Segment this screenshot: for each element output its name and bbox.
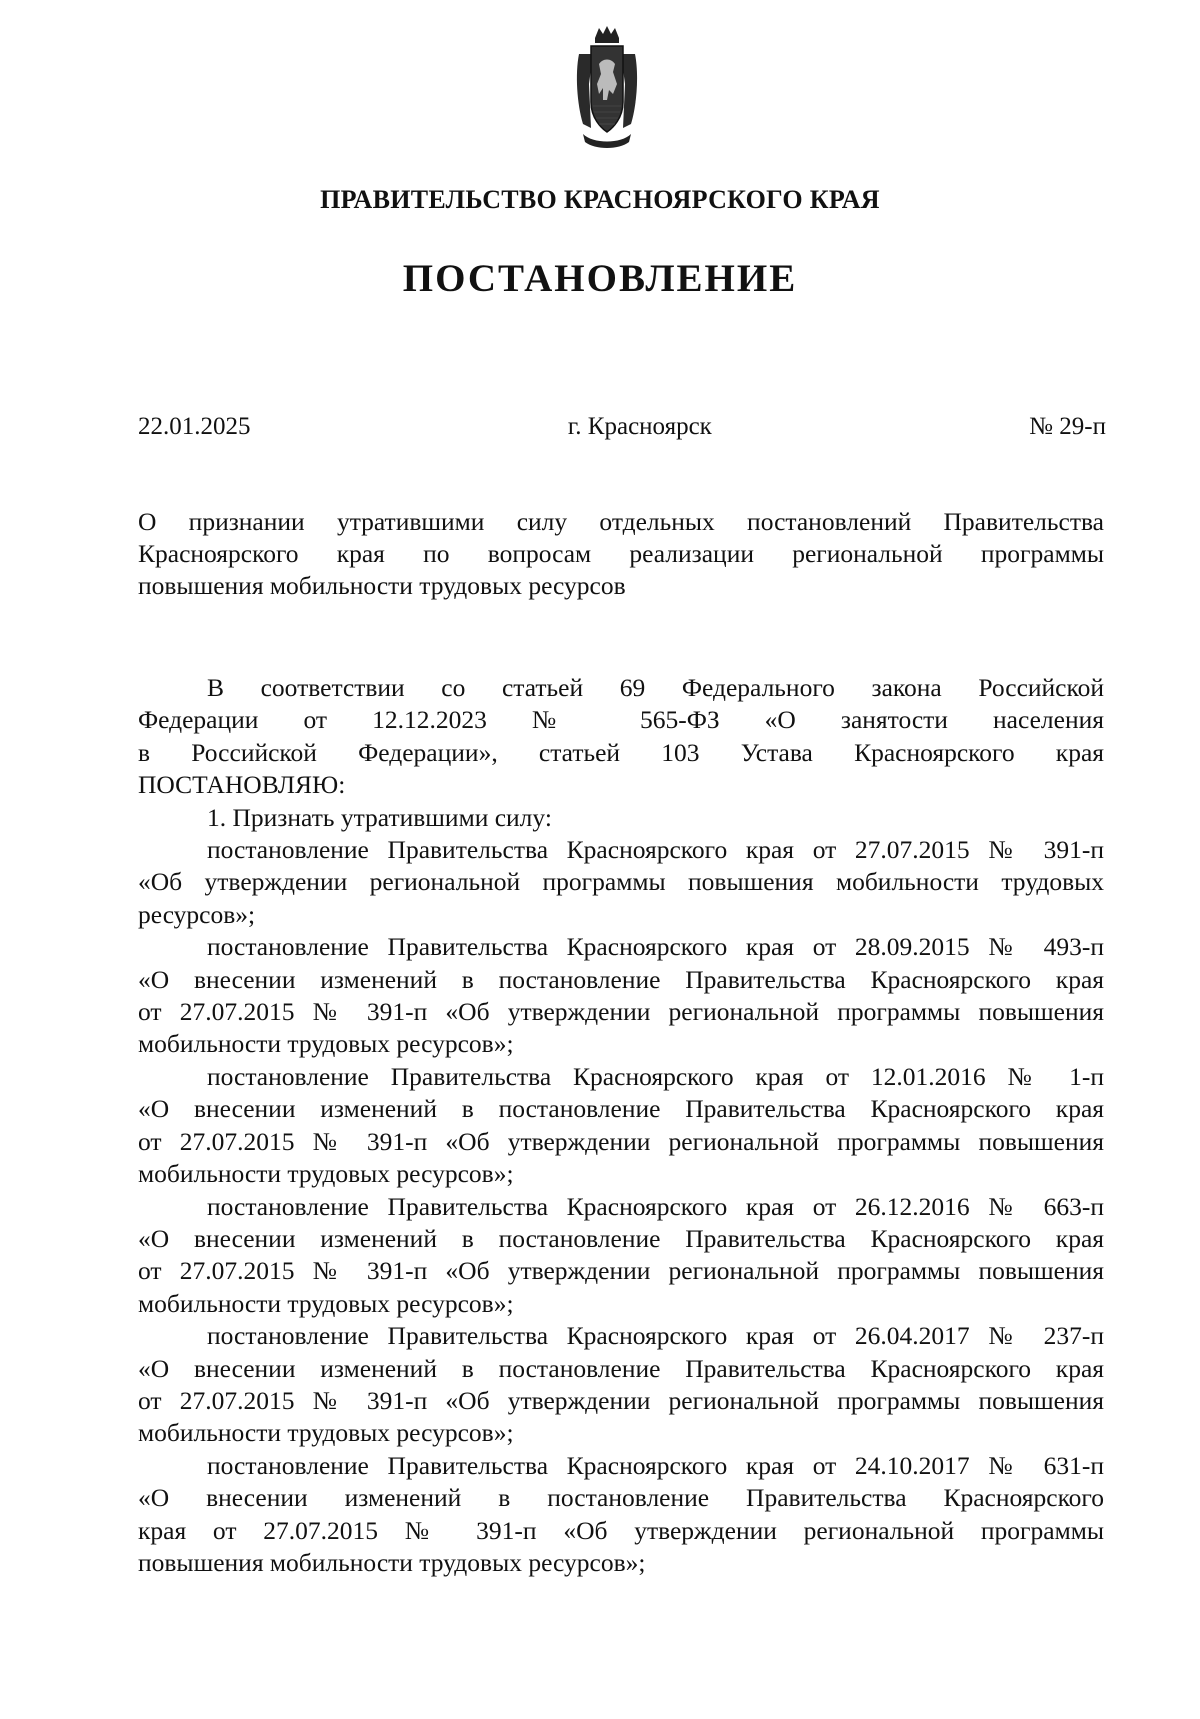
document-number: № 29-п [1029,413,1106,440]
list-item [138,834,1104,931]
preamble-paragraph [138,672,1104,802]
entry-line: мобильности трудовых ресурсов»; [138,1029,514,1059]
entry-line: от 27.07.2015 № 391-п «Об утверждении региональной программы повышения [138,1385,1104,1415]
entry-line: «О внесении изменений в постановление Правительства Красноярского края [138,1353,1104,1383]
list-item [138,1191,1104,1321]
entry-line: постановление Правительства Красноярского края от 26.04.2017 № 237-п [207,1321,1104,1351]
list-item [138,931,1104,1061]
item-heading: 1. Признать утратившими силу: [207,802,552,832]
entry-line: «Об утверждении региональной программы повышения мобильности трудовых [138,867,1104,897]
subject-line: повышения мобильности трудовых ресурсов [138,571,626,600]
entry-line: постановление Правительства Красноярского края от 28.09.2015 № 493-п [207,932,1104,962]
entry-line: «О внесении изменений в постановление Правительства Красноярского края [138,1094,1104,1124]
document-body [138,672,1104,1579]
entry-line: от 27.07.2015 № 391-п «Об утверждении региональной программы повышения [138,1256,1104,1286]
document-city: г. Красноярск [567,413,712,440]
document-subject [138,506,1104,602]
document-date: 22.01.2025 [138,413,251,440]
entry-line: постановление Правительства Красноярского края от 12.01.2016 № 1-п [207,1061,1104,1091]
entry-line: повышения мобильности трудовых ресурсов»; [138,1547,646,1577]
document-type-title: ПОСТАНОВЛЕНИЕ [402,257,798,300]
preamble-line: ПОСТАНОВЛЯЮ: [138,770,346,800]
entry-line: постановление Правительства Красноярского края от 26.12.2016 № 663-п [207,1191,1104,1221]
document-meta-row [138,413,1106,441]
subject-line: Красноярского края по вопросам реализации региональной программы [138,539,1104,568]
list-item [138,1320,1104,1450]
entry-line: от 27.07.2015 № 391-п «Об утверждении региональной программы повышения [138,997,1104,1027]
preamble-line: в Российской Федерации», статьей 103 Устава Красноярского края [138,737,1104,767]
entry-line: мобильности трудовых ресурсов»; [138,1288,514,1318]
subject-line: О признании утратившими силу отдельных постановлений Правительства [138,507,1104,536]
entry-line: ресурсов»; [138,899,256,929]
list-item [138,1061,1104,1191]
entry-line: «О внесении изменений в постановление Правительства Красноярского края [138,1223,1104,1253]
list-item [138,1450,1104,1580]
entry-line: мобильности трудовых ресурсов»; [138,1159,514,1189]
preamble-line: В соответствии со статьей 69 Федерального закона Российской [207,673,1104,702]
krasnoyarsk-coat-of-arms-icon [573,24,641,152]
entry-line: «О внесении изменений в постановление Правительства Красноярского края [138,964,1104,994]
entry-line: края от 27.07.2015 № 391-п «Об утверждении региональной программы [138,1515,1104,1545]
organization-title: ПРАВИТЕЛЬСТВО КРАСНОЯРСКОГО КРАЯ [320,185,880,214]
entry-line: «О внесении изменений в постановление Правительства Красноярского [138,1483,1104,1513]
entry-line: постановление Правительства Красноярского края от 24.10.2017 № 631-п [207,1450,1104,1480]
entry-line: от 27.07.2015 № 391-п «Об утверждении региональной программы повышения [138,1126,1104,1156]
entry-line: мобильности трудовых ресурсов»; [138,1418,514,1448]
preamble-line: Федерации от 12.12.2023 № 565-ФЗ «О занятости населения [138,705,1104,735]
entry-line: постановление Правительства Красноярского края от 27.07.2015 № 391-п [207,835,1104,865]
